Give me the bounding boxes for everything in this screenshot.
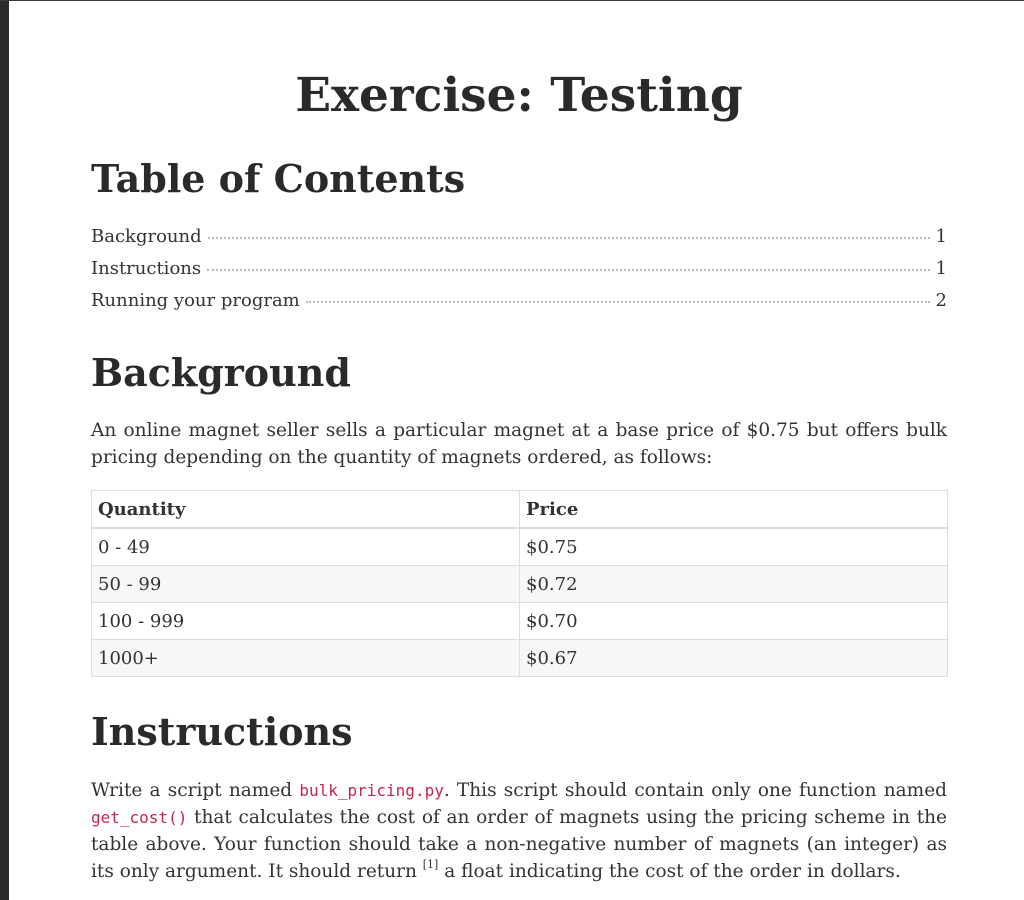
- left-edge-bar: [0, 0, 9, 900]
- quantity-cell: 100 - 999: [92, 603, 520, 640]
- table-row: [92, 640, 948, 677]
- toc-leader-dots: [207, 268, 929, 271]
- toc-heading: Table of Contents: [91, 156, 466, 201]
- instructions-heading: Instructions: [91, 709, 353, 754]
- price-cell: $0.72: [520, 566, 948, 603]
- toc-item-label[interactable]: Running your program: [91, 290, 300, 311]
- quantity-cell: 1000+: [92, 640, 520, 677]
- quantity-cell: 50 - 99: [92, 566, 520, 603]
- toc-item-background[interactable]: [91, 226, 947, 258]
- table-row: [92, 528, 948, 566]
- instructions-text: that calculates the cost of an order of magnets using the pricing scheme in the table above. Your function should take a non-negative number of magnets (an integer) as its only argument. It should return: [91, 807, 947, 882]
- price-cell: $0.75: [520, 528, 948, 566]
- column-header-price: Price: [520, 491, 948, 529]
- toc-item-page: 2: [935, 290, 947, 311]
- footnote-link[interactable]: [1]: [422, 857, 439, 871]
- toc-item-instructions[interactable]: [91, 258, 947, 290]
- toc-item-page: 1: [935, 258, 947, 279]
- page-title: Exercise: Testing: [295, 68, 743, 123]
- column-header-quantity: Quantity: [92, 491, 520, 529]
- table-of-contents: [91, 226, 947, 322]
- instructions-text: . This script should contain only one function named: [443, 780, 947, 801]
- price-cell: $0.67: [520, 640, 948, 677]
- toc-leader-dots: [208, 236, 930, 239]
- function-name: get_cost(): [91, 808, 188, 827]
- table-row: [92, 566, 948, 603]
- quantity-cell: 0 - 49: [92, 528, 520, 566]
- toc-item-running[interactable]: [91, 290, 947, 322]
- background-paragraph: An online magnet seller sells a particular magnet at a base price of $0.75 but offers bulk pricing depending on the quantity of magnets ordered, as follows:: [91, 420, 947, 468]
- background-heading: Background: [91, 350, 351, 395]
- toc-item-page: 1: [935, 226, 947, 247]
- instructions-text: a float indicating the cost of the order in dollars.: [438, 861, 901, 882]
- table-row: [92, 603, 948, 640]
- table-header-row: [92, 491, 948, 529]
- pricing-table: [91, 490, 948, 677]
- script-filename: bulk_pricing.py: [299, 781, 444, 800]
- price-cell: $0.70: [520, 603, 948, 640]
- instructions-paragraph: [91, 777, 947, 885]
- toc-item-label[interactable]: Instructions: [91, 258, 202, 279]
- top-border: [0, 0, 1024, 1]
- toc-leader-dots: [306, 300, 930, 303]
- toc-item-label[interactable]: Background: [91, 226, 202, 247]
- instructions-text: Write a script named: [91, 780, 300, 801]
